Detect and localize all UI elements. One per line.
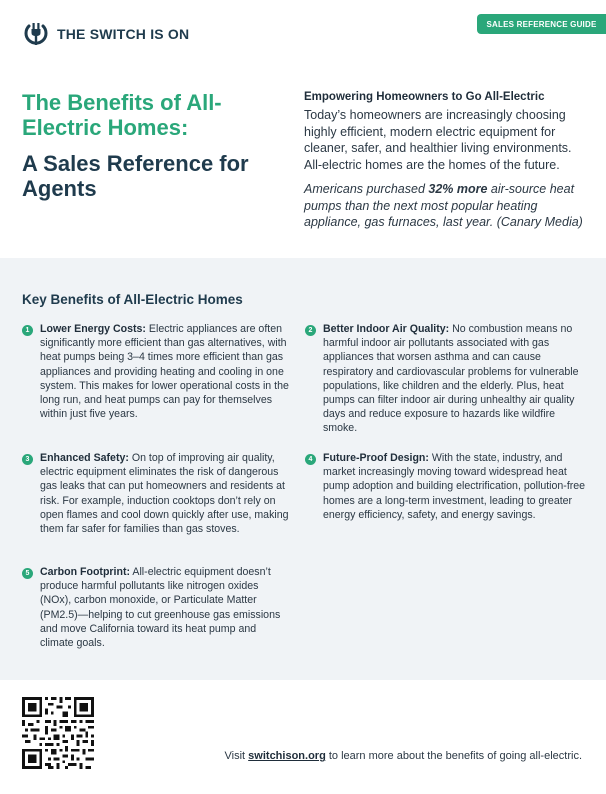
plug-logo-icon [22,20,50,48]
benefit-description: On top of improving air quality, electric equipment eliminates the risk of dangerous gas leaks that can put homeowners and residents at risk. For example, induction cooktops don’t rely on open flames and cool down quickly after use, making them far safer for families than gas stoves. [40,452,289,536]
benefit-title: Future-Proof Design: [323,452,429,464]
benefit-title: Lower Energy Costs: [40,323,146,335]
benefit-description: No combustion means no harmful indoor air pollutants associated with gas appliances that worsen asthma and can cause respiratory and cardiovascular problems for vulnerable populations, like children and the elderly. Plus, heat pumps can filter indoor air during unhealthy air quality days and reduce exposure to hazards like wildfire smoke. [323,323,579,435]
footer-text [225,750,582,762]
quote-text-pre: Americans purchased [304,182,429,196]
benefit-number: 3 [22,454,33,465]
website-link[interactable]: switchison.org [248,750,326,762]
intro-section [304,91,588,231]
brand-logo [22,20,189,48]
benefit-title: Better Indoor Air Quality: [323,323,450,335]
benefit-title: Carbon Footprint: [40,566,131,578]
quote-text-post: air-source heat pumps than the next most popular heating appliance, gas furnaces, last year. (Canary Media) [304,182,583,229]
benefit-item [305,451,587,522]
benefit-description: All-electric equipment doesn’t produce harmful pollutants like nitrogen oxides (NOx), carbon monoxide, or Particulate Matter (PM2.5)—helping to cut greenhouse gas emissions and move California toward its heat pump and climate goals. [40,566,281,650]
benefit-number: 4 [305,454,316,465]
benefit-title: Enhanced Safety: [40,452,129,464]
benefit-item [305,322,587,436]
brand-name: THE SWITCH IS ON [57,26,190,42]
benefit-description: With the state, industry, and market increasingly moving toward widespread heat pump adoption and building electrification, pollution-free homes are a long-term investment, leading to greater energy efficiency, safety, and energy savings. [323,452,586,521]
qr-code[interactable] [22,697,94,769]
intro-statistic [304,181,588,231]
intro-body: Today’s homeowners are increasingly choosing highly efficient, modern electric equipment for cleaner, safer, and healthier living environments. All-electric homes are the homes of the future. [304,108,572,172]
guide-badge: SALES REFERENCE GUIDE [477,14,606,34]
benefit-item [22,451,290,536]
benefits-panel [0,258,606,680]
quote-highlight: 32% more [428,182,488,196]
footer-post: to learn more about the benefits of going all-electric. [325,750,582,762]
page-subtitle: A Sales Reference for Agents [22,151,249,201]
benefit-number: 1 [22,325,33,336]
benefit-item [22,565,290,650]
page-title: The Benefits of All-Electric Homes: [22,90,222,140]
footer-pre: Visit [224,750,249,762]
benefit-item [22,322,290,421]
benefit-description: Electric appliances are often significantly more efficient than gas alternatives, with heat pumps being 3–4 times more efficient than gas appliances and providing heating and cooling in one system. This makes for lower operational costs in the long run, and heat pumps can pay for themselves within just five years. [40,323,289,421]
benefit-number: 5 [22,568,33,579]
intro-heading: Empowering Homeowners to Go All-Electric [304,91,545,103]
benefit-number: 2 [305,325,316,336]
benefits-heading: Key Benefits of All-Electric Homes [22,292,243,307]
